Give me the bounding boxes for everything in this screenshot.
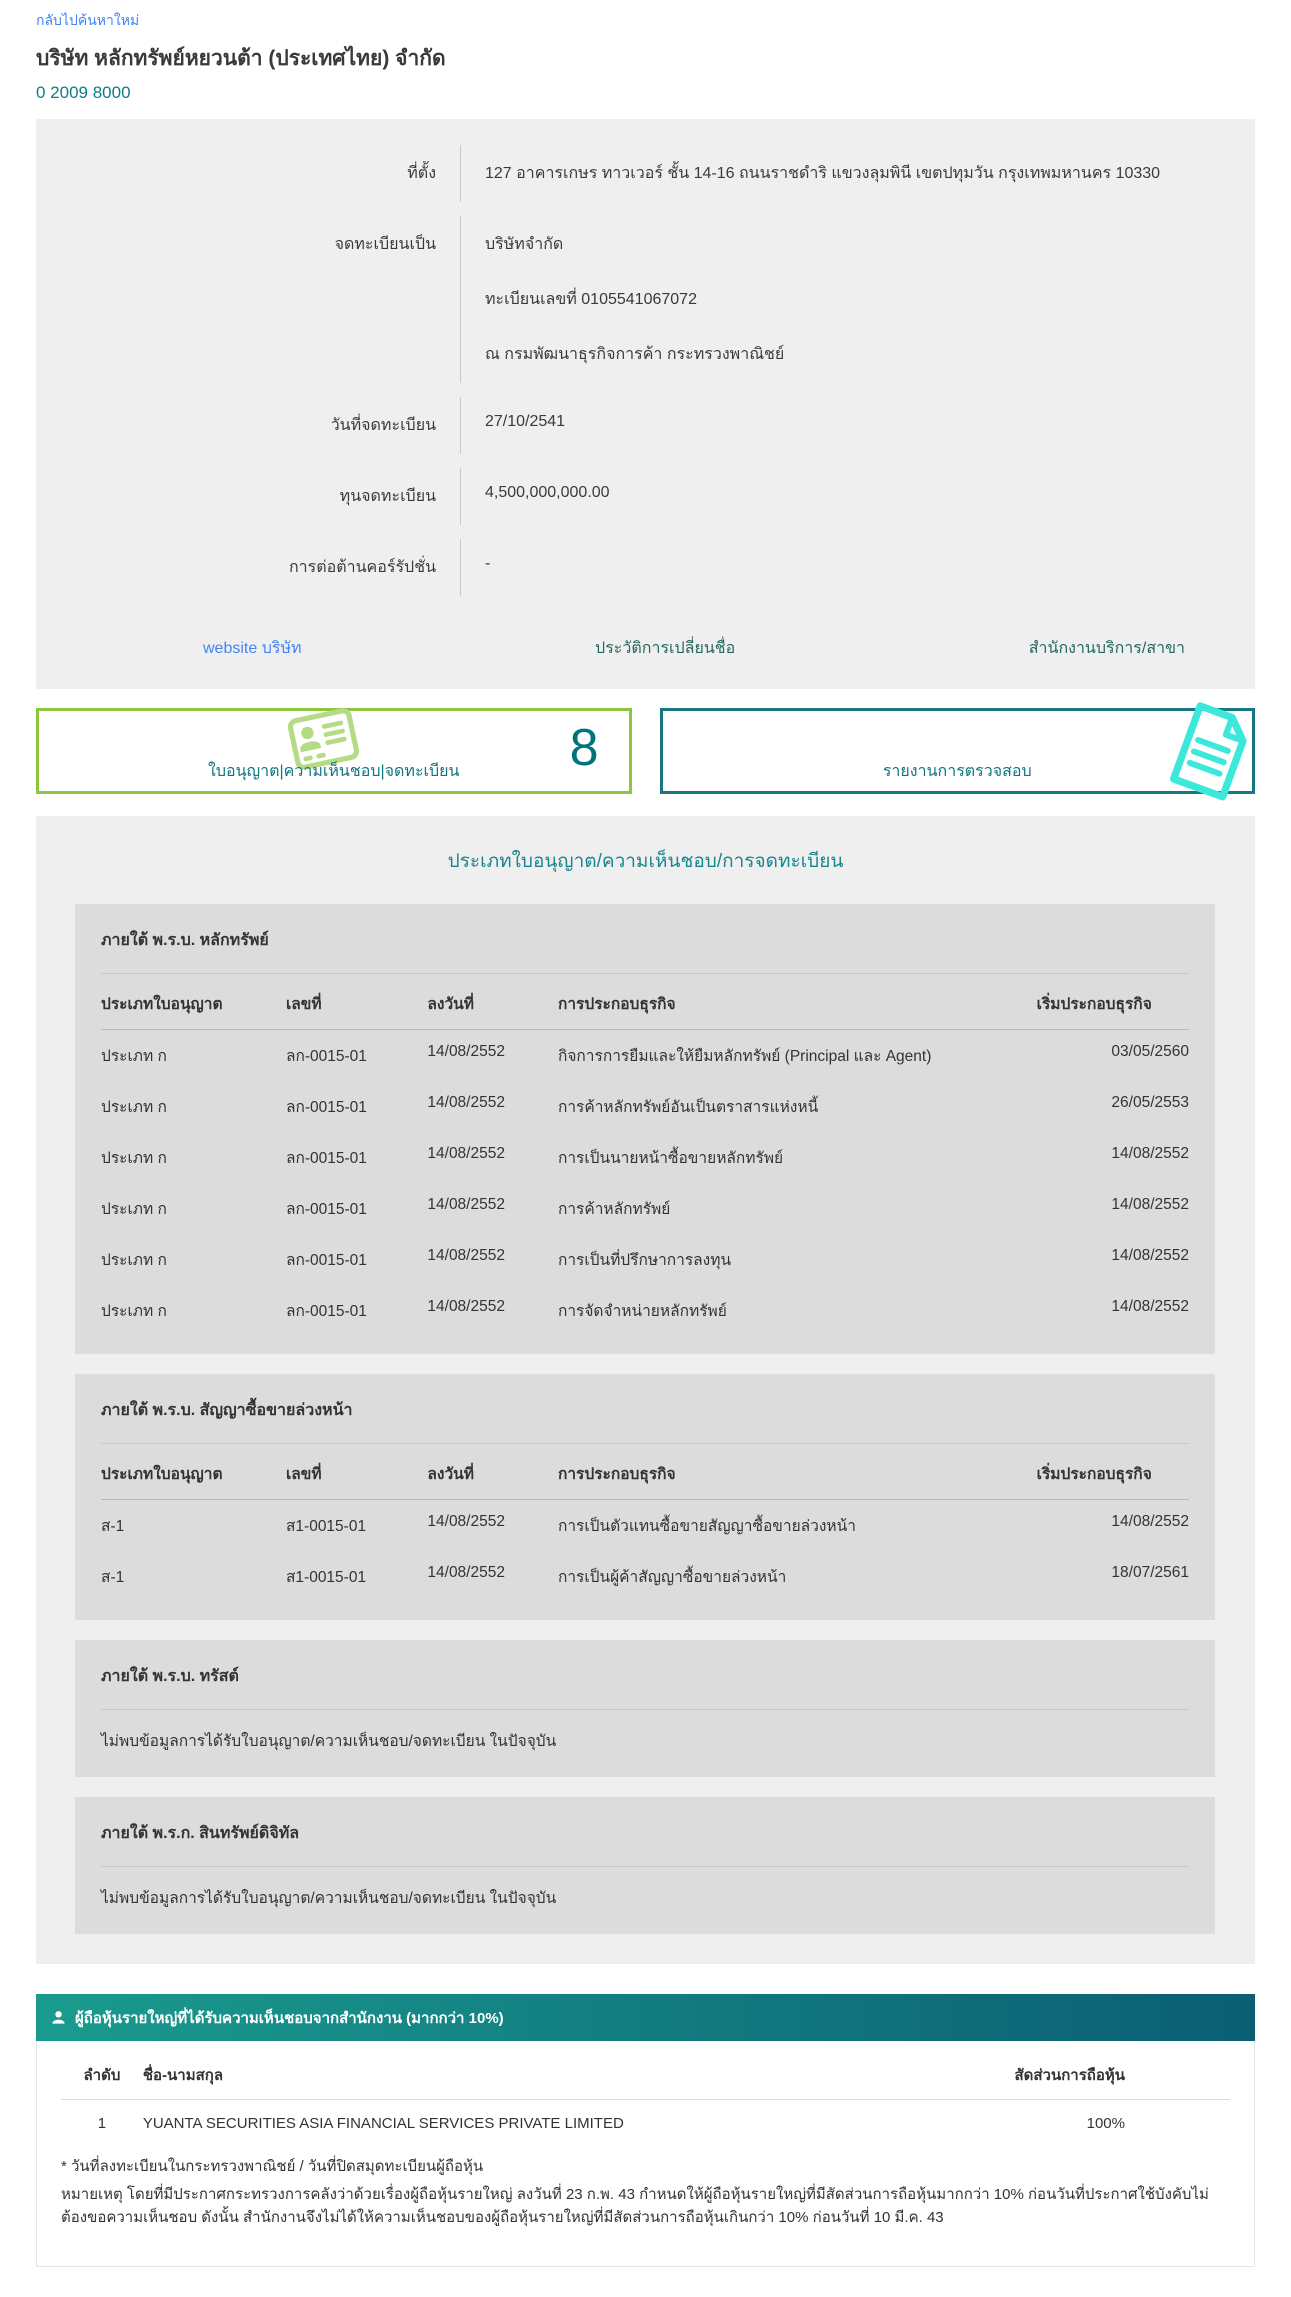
cell-license-date: 14/08/2552 bbox=[427, 1298, 505, 1315]
column-header: การประกอบธุรกิจ bbox=[557, 996, 676, 1013]
info-value bbox=[460, 468, 1255, 525]
cell-license-date: 14/08/2552 bbox=[427, 1145, 505, 1162]
audit-report-card-button[interactable] bbox=[660, 708, 1256, 794]
licenses-count: 8 bbox=[569, 718, 599, 777]
no-data-message: ไม่พบข้อมูลการได้รับใบอนุญาต/ความเห็นชอบ/จดทะเบียน ในปัจจุบัน bbox=[101, 1890, 557, 1907]
info-links-row bbox=[36, 610, 1255, 681]
info-label: ทุนจดทะเบียน bbox=[339, 488, 436, 505]
cell-business: การเป็นที่ปรึกษาการลงทุน bbox=[557, 1252, 732, 1269]
cell-business: การเป็นนายหน้าซื้อขายหลักทรัพย์ bbox=[557, 1150, 784, 1167]
cell-license-date: 14/08/2552 bbox=[427, 1043, 505, 1060]
info-row-registration-date bbox=[36, 397, 1255, 454]
cell-license-date: 14/08/2552 bbox=[427, 1094, 505, 1111]
cell-license-no: ลก-0015-01 bbox=[285, 1048, 367, 1065]
info-value bbox=[460, 145, 1255, 202]
table-row bbox=[101, 1030, 1189, 1082]
shareholders-header-bar bbox=[36, 1994, 1255, 2041]
cell-license-date: 14/08/2552 bbox=[427, 1196, 505, 1213]
column-header: ประเภทใบอนุญาต bbox=[101, 996, 223, 1013]
registration-number: ทะเบียนเลขที่ 0105541067072 bbox=[485, 291, 697, 308]
cell-business: กิจการการยืมและให้ยืมหลักทรัพย์ (Principal และ Agent) bbox=[557, 1048, 932, 1065]
table-row bbox=[101, 1500, 1189, 1552]
column-header: ชื่อ-นามสกุล bbox=[142, 2067, 224, 2084]
cell-license-type: ประเภท ก bbox=[101, 1201, 167, 1218]
cell-license-type: ประเภท ก bbox=[101, 1252, 167, 1269]
info-row-address bbox=[36, 145, 1255, 202]
column-header: เลขที่ bbox=[285, 1466, 322, 1483]
digital-asset-box bbox=[75, 1797, 1215, 1934]
cell-business: การค้าหลักทรัพย์อันเป็นตราสารแห่งหนี้ bbox=[557, 1099, 819, 1116]
registration-type: บริษัทจำกัด bbox=[485, 236, 564, 253]
cell-license-no: ส1-0015-01 bbox=[285, 1569, 367, 1586]
cell-license-no: ลก-0015-01 bbox=[285, 1201, 367, 1218]
company-phone: 0 2009 8000 bbox=[36, 83, 131, 102]
digital-asset-heading: ภายใต้ พ.ร.ก. สินทรัพย์ดิจิทัล bbox=[101, 1825, 300, 1842]
info-label: การต่อต้านคอร์รัปชั่น bbox=[288, 559, 436, 576]
table-row bbox=[61, 2100, 1230, 2143]
cell-license-type: ประเภท ก bbox=[101, 1150, 167, 1167]
cell-license-no: ลก-0015-01 bbox=[285, 1252, 367, 1269]
registration-date: 27/10/2541 bbox=[485, 413, 566, 430]
licenses-card-label: ใบอนุญาต|ความเห็นชอบ|จดทะเบียน bbox=[208, 763, 460, 780]
column-header: ลงวันที่ bbox=[427, 1466, 474, 1483]
cell-license-type: ประเภท ก bbox=[101, 1099, 167, 1116]
derivatives-act-box bbox=[75, 1374, 1215, 1620]
info-row-capital bbox=[36, 468, 1255, 525]
trust-act-heading: ภายใต้ พ.ร.บ. ทรัสต์ bbox=[101, 1668, 239, 1685]
table-row bbox=[101, 1183, 1189, 1234]
info-label: ที่ตั้ง bbox=[407, 165, 436, 182]
column-header: การประกอบธุรกิจ bbox=[557, 1466, 676, 1483]
info-label: จดทะเบียนเป็น bbox=[334, 236, 436, 253]
table-header-row bbox=[101, 974, 1189, 1030]
securities-licenses-table bbox=[101, 974, 1189, 1336]
licenses-section bbox=[36, 816, 1255, 1964]
footnote-remark: หมายเหตุ โดยที่มีประกาศกระทรวงการคลังว่าด้วยเรื่องผู้ถือหุ้นรายใหญ่ ลงวันที่ 23 ก.พ. 43 กำหนดให้ผู้ถือหุ้นรายใหญ่ที่มีสัดส่วนการถือหุ้นมากกว่า 10% ก่อนวันที่ประกาศใช้บังคับไม่ต้องขอความเห็นชอบ ดังนั้น สำนักงานจึงไม่ได้ให้ความเห็นชอบของผู้ถือหุ้นรายใหญ่ที่มีสัดส่วนการถือหุ้นเกินกว่า 10% ก่อนวันที่ 10 มี.ค. 43 bbox=[61, 2186, 1209, 2227]
info-label: วันที่จดทะเบียน bbox=[330, 417, 436, 434]
info-row-registration bbox=[36, 216, 1255, 383]
cell-license-date: 14/08/2552 bbox=[427, 1564, 505, 1581]
table-row bbox=[101, 1081, 1189, 1132]
cell-license-no: ลก-0015-01 bbox=[285, 1150, 367, 1167]
info-value bbox=[460, 539, 1255, 596]
cell-business: การเป็นตัวแทนซื้อขายสัญญาซื้อขายล่วงหน้า bbox=[557, 1518, 856, 1535]
derivatives-licenses-table bbox=[101, 1444, 1189, 1602]
cell-start-date: 14/08/2552 bbox=[1111, 1196, 1189, 1213]
cell-license-type: ประเภท ก bbox=[101, 1048, 167, 1065]
licenses-card-button[interactable] bbox=[36, 708, 632, 794]
cell-start-date: 26/05/2553 bbox=[1111, 1094, 1189, 1111]
cell-start-date: 03/05/2560 bbox=[1111, 1043, 1189, 1060]
cell-license-type: ส-1 bbox=[101, 1518, 125, 1535]
cell-business: การจัดจำหน่ายหลักทรัพย์ bbox=[557, 1303, 727, 1320]
cell-license-date: 14/08/2552 bbox=[427, 1247, 505, 1264]
column-header: เลขที่ bbox=[285, 996, 322, 1013]
cell-start-date: 18/07/2561 bbox=[1111, 1564, 1189, 1581]
footnote-asterisk: * วันที่ลงทะเบียนในกระทรวงพาณิชย์ / วันที่ปิดสมุดทะเบียนผู้ถือหุ้น bbox=[61, 2158, 484, 2175]
cell-license-no: ส1-0015-01 bbox=[285, 1518, 367, 1535]
person-icon bbox=[51, 2010, 66, 2025]
cell-license-no: ลก-0015-01 bbox=[285, 1099, 367, 1116]
no-data-message: ไม่พบข้อมูลการได้รับใบอนุญาต/ความเห็นชอบ/จดทะเบียน ในปัจจุบัน bbox=[101, 1733, 557, 1750]
securities-act-box bbox=[75, 904, 1215, 1354]
cell-business: การค้าหลักทรัพย์ bbox=[557, 1201, 671, 1218]
cell-start-date: 14/08/2552 bbox=[1111, 1145, 1189, 1162]
trust-act-box bbox=[75, 1640, 1215, 1777]
cell-share-percent: 100% bbox=[1086, 2115, 1125, 2132]
cell-start-date: 14/08/2552 bbox=[1111, 1298, 1189, 1315]
cell-shareholder-name: YUANTA SECURITIES ASIA FINANCIAL SERVICES PRIVATE LIMITED bbox=[142, 2115, 624, 2132]
licenses-section-title: ประเภทใบอนุญาต/ความเห็นชอบ/การจดทะเบียน bbox=[447, 851, 844, 872]
table-row bbox=[101, 1132, 1189, 1183]
cell-license-type: ส-1 bbox=[101, 1569, 125, 1586]
company-website-link[interactable]: website บริษัท bbox=[203, 640, 302, 657]
branch-offices-link[interactable]: สำนักงานบริการ/สาขา bbox=[1028, 640, 1185, 657]
shareholders-panel bbox=[36, 2041, 1255, 2267]
anticorruption-value: - bbox=[485, 555, 491, 572]
column-header: ประเภทใบอนุญาต bbox=[101, 1466, 223, 1483]
cell-start-date: 14/08/2552 bbox=[1111, 1513, 1189, 1530]
registration-authority: ณ กรมพัฒนาธุรกิจการค้า กระทรวงพาณิชย์ bbox=[485, 346, 785, 363]
cell-license-no: ลก-0015-01 bbox=[285, 1303, 367, 1320]
column-header: เริ่มประกอบธุรกิจ bbox=[1036, 1466, 1152, 1483]
cell-rank: 1 bbox=[97, 2115, 107, 2132]
company-info-panel bbox=[36, 119, 1255, 689]
shareholders-table bbox=[61, 2045, 1230, 2142]
audit-card-label: รายงานการตรวจสอบ bbox=[882, 763, 1032, 780]
table-row bbox=[101, 1234, 1189, 1285]
name-change-history-link[interactable]: ประวัติการเปลี่ยนชื่อ bbox=[595, 640, 736, 657]
column-header: เริ่มประกอบธุรกิจ bbox=[1036, 996, 1152, 1013]
summary-cards bbox=[36, 708, 1255, 794]
address-text: 127 อาคารเกษร ทาวเวอร์ ชั้น 14-16 ถนนราชดำริ แขวงลุมพินี เขตปทุมวัน กรุงเทพมหานคร 10330 bbox=[485, 165, 1161, 182]
cell-business: การเป็นผู้ค้าสัญญาซื้อขายล่วงหน้า bbox=[557, 1569, 787, 1586]
page-title: บริษัท หลักทรัพย์หยวนต้า (ประเทศไทย) จำกัด bbox=[36, 47, 446, 70]
column-header: ลำดับ bbox=[83, 2067, 121, 2084]
registered-capital: 4,500,000,000.00 bbox=[485, 484, 610, 501]
derivatives-act-heading: ภายใต้ พ.ร.บ. สัญญาซื้อขายล่วงหน้า bbox=[101, 1402, 353, 1419]
table-row bbox=[101, 1551, 1189, 1602]
securities-act-heading: ภายใต้ พ.ร.บ. หลักทรัพย์ bbox=[101, 932, 269, 949]
table-header-row bbox=[101, 1444, 1189, 1500]
back-to-search-link[interactable]: กลับไปค้นหาใหม่ bbox=[36, 12, 140, 28]
cell-start-date: 14/08/2552 bbox=[1111, 1247, 1189, 1264]
info-row-anticorruption bbox=[36, 539, 1255, 596]
table-header-row bbox=[61, 2045, 1230, 2100]
table-row bbox=[101, 1285, 1189, 1336]
shareholders-title: ผู้ถือหุ้นรายใหญ่ที่ได้รับความเห็นชอบจากสำนักงาน (มากกว่า 10%) bbox=[75, 2009, 504, 2027]
column-header: สัดส่วนการถือหุ้น bbox=[1014, 2067, 1125, 2084]
cell-license-type: ประเภท ก bbox=[101, 1303, 167, 1320]
document-icon bbox=[1162, 698, 1258, 809]
info-value bbox=[460, 397, 1255, 454]
column-header: ลงวันที่ bbox=[427, 996, 474, 1013]
info-value bbox=[460, 216, 1255, 383]
cell-license-date: 14/08/2552 bbox=[427, 1513, 505, 1530]
